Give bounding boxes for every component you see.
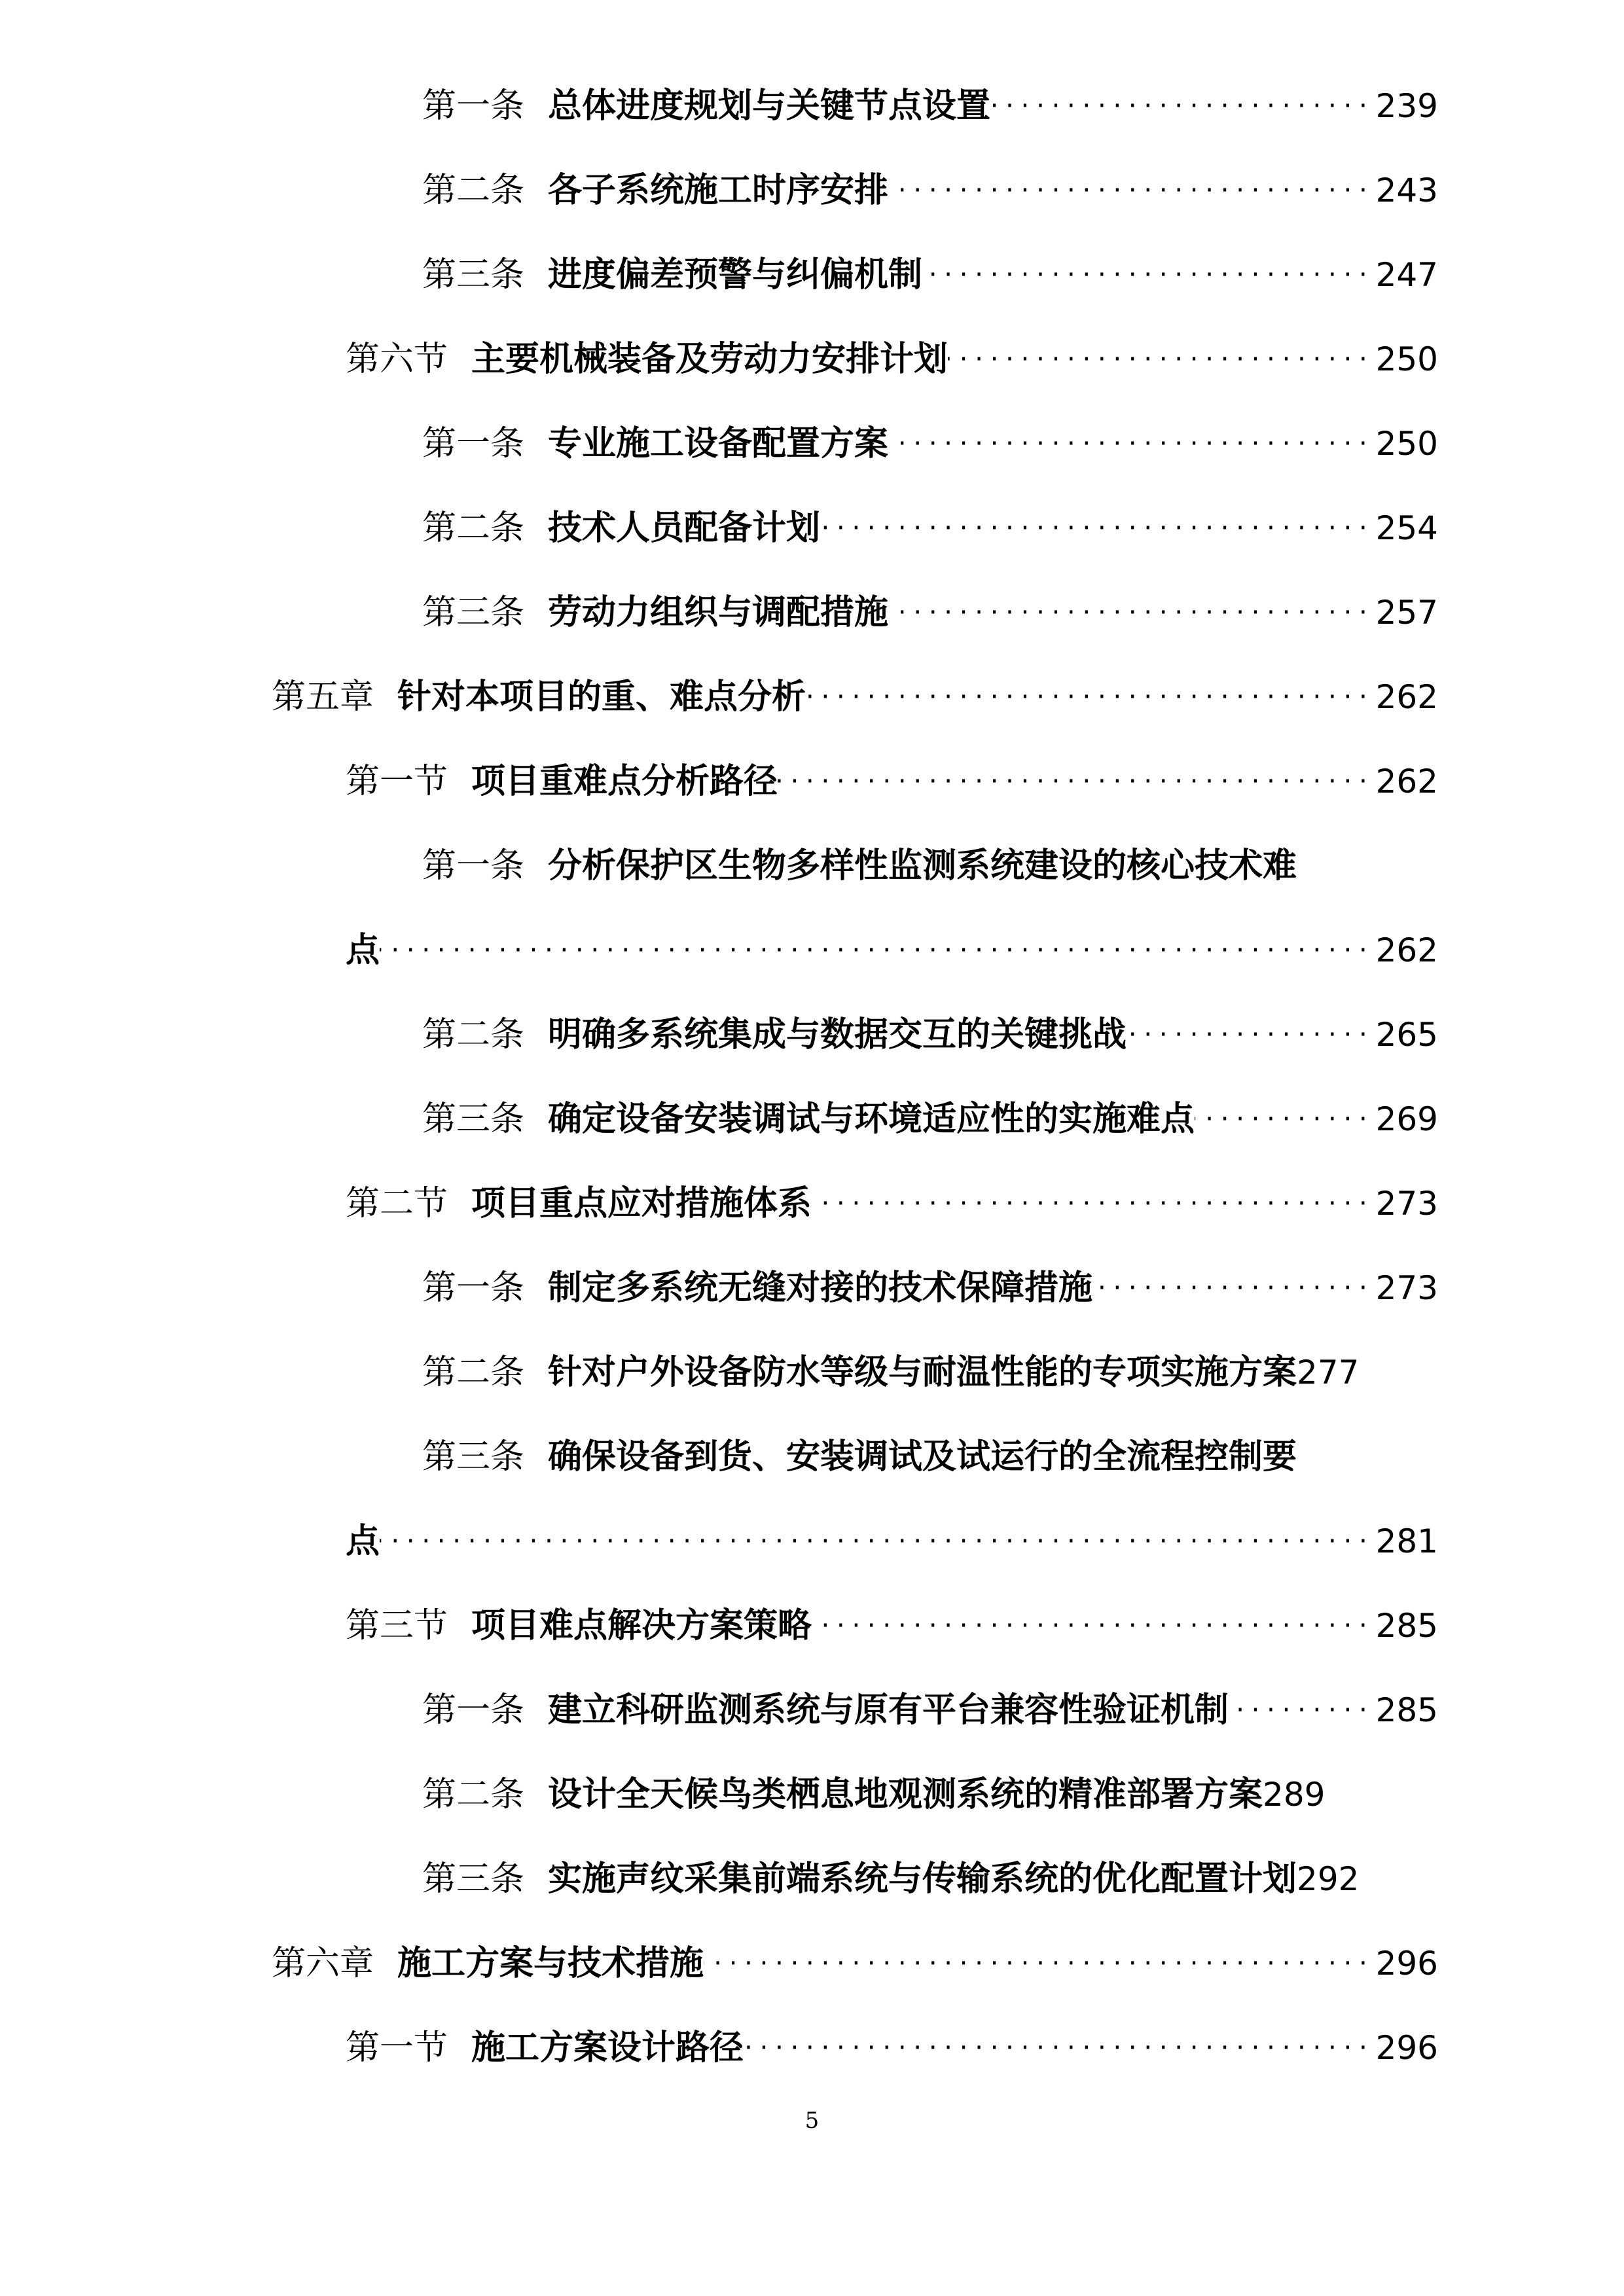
dot-leader: [806, 671, 1376, 723]
dot-leader: [922, 249, 1376, 301]
toc-entry-page: 262: [1375, 931, 1438, 969]
toc-entry-title: 针对户外设备防水等级与耐温性能的专项实施方案: [548, 1352, 1297, 1392]
toc-entry[interactable]: [422, 1009, 1438, 1061]
dot-leader: [704, 1937, 1376, 1990]
toc-entry-title: 总体进度规划与关键节点设置: [548, 86, 991, 126]
dot-leader: [380, 1515, 1376, 1568]
toc-entry-page: 273: [1375, 1269, 1438, 1307]
toc-entry[interactable]: [346, 333, 1438, 386]
toc-entry-title: 劳动力组织与调配措施: [548, 592, 889, 632]
toc-entry-label: 第三条: [422, 1100, 525, 1139]
dot-leader: [1127, 1009, 1376, 1061]
toc-entry-title: 设计全天候鸟类栖息地观测系统的精准部署方案: [548, 1774, 1263, 1814]
toc-entry-title: 技术人员配备计划: [548, 508, 821, 548]
toc-entry[interactable]: [422, 418, 1438, 470]
toc-entry-label: 第二条: [422, 1353, 525, 1392]
toc-entry-page: 265: [1375, 1016, 1438, 1054]
toc-entry-page: 296: [1375, 2029, 1438, 2067]
toc-entry-label: 第一条: [422, 846, 525, 886]
toc-entry-label: 第三条: [422, 255, 525, 295]
toc-entry-page: 285: [1375, 1691, 1438, 1729]
toc-entry-page: 247: [1375, 256, 1438, 294]
toc-entry-title: 施工方案与技术措施: [397, 1943, 704, 1983]
toc-entry-page: 296: [1375, 1945, 1438, 1982]
toc-entry-page: 250: [1375, 340, 1438, 378]
toc-entry-title: 各子系统施工时序安排: [548, 170, 889, 210]
toc-entry-title: 制定多系统无缝对接的技术保障措施: [548, 1268, 1093, 1308]
toc-entry-label: 第五章: [272, 677, 374, 717]
toc-entry-page: 273: [1375, 1185, 1438, 1223]
toc-entry-page: 277: [1297, 1354, 1360, 1391]
toc-entry-label: 第六节: [346, 340, 448, 379]
toc-entry-label: 第三节: [346, 1606, 448, 1645]
toc-entry-page: 257: [1375, 594, 1438, 632]
toc-entry-label: 第二条: [422, 1015, 525, 1054]
dot-leader: [744, 2022, 1376, 2074]
toc-entry[interactable]: [422, 1431, 1438, 1483]
toc-entry-label: 第六章: [272, 1944, 374, 1983]
dot-leader: [778, 755, 1376, 808]
toc-entry-label: 第二条: [422, 509, 525, 548]
toc-entry[interactable]: [346, 2022, 1438, 2074]
toc-entry-title-cont: 点: [346, 930, 380, 970]
toc-entry[interactable]: [422, 249, 1438, 301]
dot-leader: [888, 586, 1376, 639]
toc-entry[interactable]: [422, 1853, 1506, 1905]
toc-entry[interactable]: [346, 1177, 1438, 1230]
dot-leader: [990, 80, 1376, 132]
toc-entry-page: 281: [1375, 1522, 1438, 1560]
toc-entry[interactable]: [422, 80, 1438, 132]
toc-entry[interactable]: [422, 1093, 1438, 1145]
toc-entry[interactable]: [422, 840, 1438, 892]
toc-entry-label: 第三条: [422, 1437, 525, 1477]
dot-leader: [1195, 1093, 1376, 1145]
dot-leader: [1092, 1262, 1376, 1314]
dot-leader: [948, 333, 1376, 386]
toc-entry[interactable]: [422, 1684, 1438, 1736]
toc-entry-title-cont: 点: [346, 1521, 380, 1561]
toc-entry-page: 289: [1263, 1776, 1326, 1814]
toc-entry-page: 243: [1375, 171, 1438, 209]
toc-entry[interactable]: [346, 1600, 1438, 1652]
toc-entry-continuation[interactable]: [346, 1515, 1438, 1568]
toc-entry[interactable]: [422, 1262, 1438, 1314]
toc-entry-title: 主要机械装备及劳动力安排计划: [471, 339, 948, 379]
toc-entry[interactable]: [422, 164, 1438, 217]
toc-entry-page: 262: [1375, 678, 1438, 716]
dot-leader: [888, 418, 1376, 470]
toc-entry-label: 第一节: [346, 2028, 448, 2068]
toc-entry-label: 第三条: [422, 593, 525, 632]
dot-leader: [380, 924, 1376, 977]
toc-entry-continuation[interactable]: [346, 924, 1438, 977]
toc-entry-label: 第一条: [422, 86, 525, 126]
page-number: 5: [804, 2108, 820, 2134]
dot-leader: [1229, 1684, 1376, 1736]
toc-entry-page: 254: [1375, 509, 1438, 547]
toc-entry-title: 实施声纹采集前端系统与传输系统的优化配置计划: [548, 1859, 1297, 1899]
dot-leader: [820, 502, 1376, 554]
toc-entry-label: 第二节: [346, 1184, 448, 1223]
dot-leader: [812, 1177, 1376, 1230]
toc-entry-title: 建立科研监测系统与原有平台兼容性验证机制: [548, 1690, 1229, 1730]
dot-leader: [888, 164, 1376, 217]
toc-entry-title: 项目难点解决方案策略: [471, 1605, 812, 1645]
toc-entry-label: 第二条: [422, 1775, 525, 1814]
toc-entry-title: 针对本项目的重、难点分析: [397, 677, 806, 717]
toc-entry-label: 第三条: [422, 1859, 525, 1899]
dot-leader: [812, 1600, 1376, 1652]
toc-entry-title: 项目重点应对措施体系: [471, 1183, 812, 1223]
toc-entry[interactable]: [422, 1768, 1438, 1821]
toc-entry[interactable]: [272, 671, 1438, 723]
toc-entry-label: 第一条: [422, 1268, 525, 1308]
toc-entry-title: 确保设备到货、安装调试及试运行的全流程控制要: [548, 1437, 1297, 1477]
toc-entry-label: 第二条: [422, 171, 525, 210]
toc-entry[interactable]: [422, 502, 1438, 554]
toc-entry-page: 285: [1375, 1607, 1438, 1645]
toc-entry-page: 262: [1375, 762, 1438, 800]
toc-entry-title: 专业施工设备配置方案: [548, 423, 889, 463]
toc-entry-title: 分析保护区生物多样性监测系统建设的核心技术难: [548, 846, 1297, 886]
toc-entry[interactable]: [272, 1937, 1438, 1990]
toc-entry-label: 第一节: [346, 762, 448, 801]
toc-entry-title: 项目重难点分析路径: [471, 761, 778, 801]
toc-entry-title: 确定设备安装调试与环境适应性的实施难点: [548, 1099, 1195, 1139]
toc-entry-label: 第一条: [422, 1691, 525, 1730]
toc-entry-label: 第一条: [422, 424, 525, 463]
toc-entry[interactable]: [422, 1346, 1438, 1399]
toc-entry[interactable]: [422, 586, 1438, 639]
toc-entry-page: 292: [1297, 1860, 1360, 1898]
toc-entry[interactable]: [346, 755, 1438, 808]
toc-entry-title: 明确多系统集成与数据交互的关键挑战: [548, 1014, 1127, 1054]
toc-entry-page: 239: [1375, 87, 1438, 125]
toc-entry-title: 施工方案设计路径: [471, 2028, 744, 2068]
toc-entry-title: 进度偏差预警与纠偏机制: [548, 255, 923, 295]
toc-entry-page: 250: [1375, 425, 1438, 463]
toc-entry-page: 269: [1375, 1100, 1438, 1138]
